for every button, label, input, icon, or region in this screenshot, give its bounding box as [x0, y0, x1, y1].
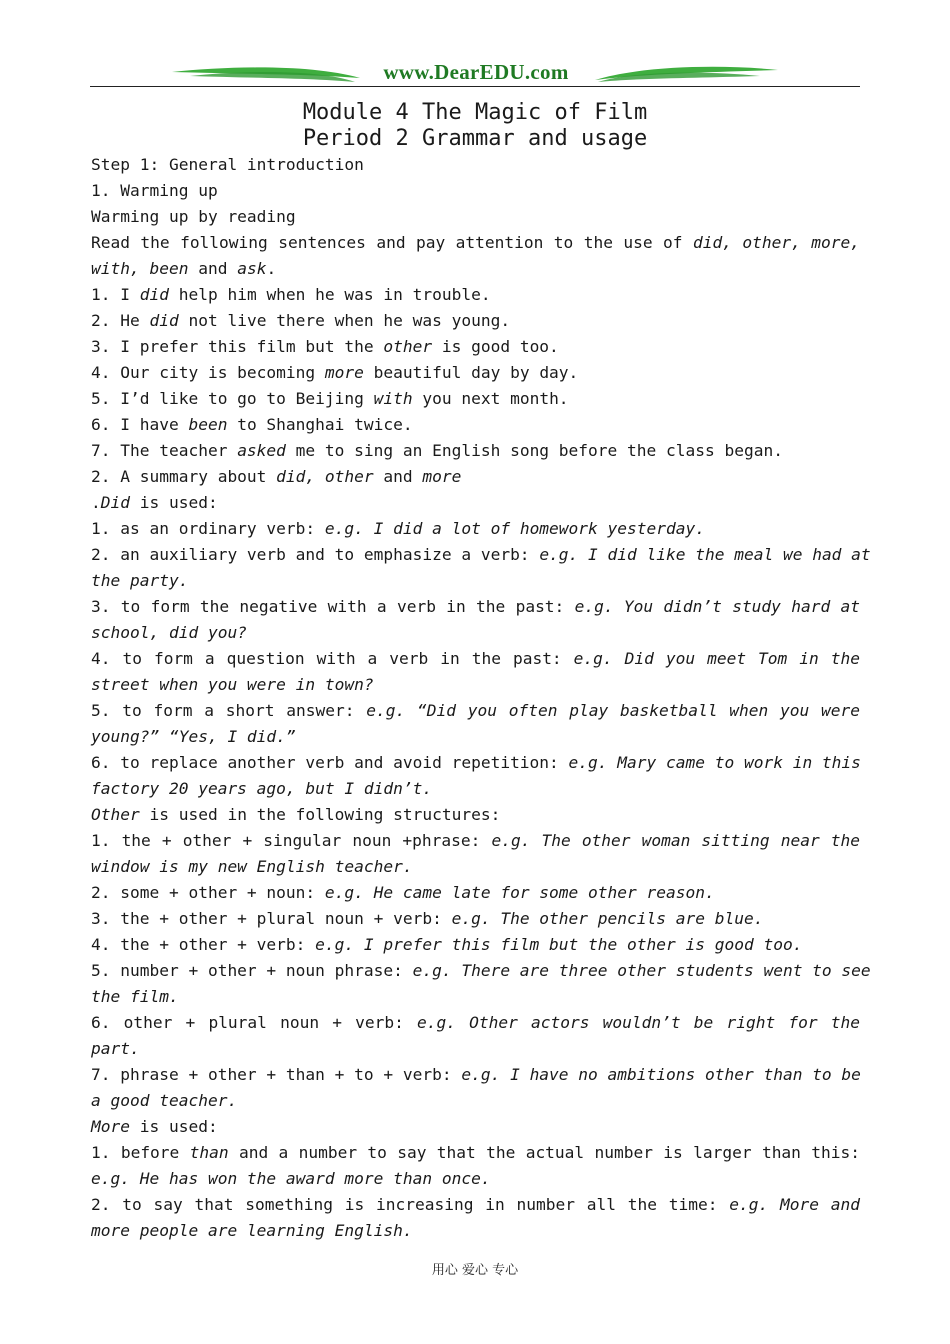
example-sentence: 2. He did not live there when he was young.	[91, 311, 511, 330]
usage-item-cont: part.	[91, 1039, 140, 1058]
usage-item-cont: the party.	[91, 571, 189, 590]
site-logo-text: www.DearEDU.com	[383, 60, 569, 84]
usage-item: 5. number + other + noun phrase: e.g. There are three other students went to see	[91, 961, 871, 980]
usage-item-cont: factory 20 years ago, but I didn’t.	[91, 779, 433, 798]
instruction-line: with, been and ask.	[91, 259, 277, 278]
usage-item: 2. some + other + noun: e.g. He came late for some other reason.	[91, 883, 715, 902]
section-subheading: Warming up by reading	[91, 207, 296, 226]
example-sentence: 7. The teacher asked me to sing an English song before the class began.	[91, 441, 783, 460]
usage-item: 7. phrase + other + than + to + verb: e.g. I have no ambitions other than to be	[91, 1065, 861, 1084]
usage-item: 3. to form the negative with a verb in the past: e.g. You didn’t study hard at	[91, 597, 860, 616]
example-sentence: 5. I’d like to go to Beijing with you next month.	[91, 389, 569, 408]
usage-item-cont: street when you were in town?	[91, 675, 374, 694]
usage-item-cont: e.g. He has won the award more than once.	[91, 1169, 491, 1188]
usage-item-cont: more people are learning English.	[91, 1221, 413, 1240]
example-sentence: 1. I did help him when he was in trouble.	[91, 285, 491, 304]
usage-heading-did: .Did is used:	[91, 493, 218, 512]
usage-heading-more: More is used:	[91, 1117, 218, 1136]
usage-item-cont: window is my new English teacher.	[91, 857, 413, 876]
document-title: Module 4 The Magic of Film	[302, 100, 648, 125]
usage-item: 1. before than and a number to say that the actual number is larger than this:	[91, 1143, 860, 1162]
usage-item: 6. to replace another verb and avoid repetition: e.g. Mary came to work in this	[91, 753, 861, 772]
usage-item: 5. to form a short answer: e.g. “Did you often play basketball when you were	[91, 701, 860, 720]
usage-item-cont: the film.	[91, 987, 179, 1006]
section-heading: 2. A summary about did, other and more	[91, 467, 462, 486]
example-sentence: 6. I have been to Shanghai twice.	[91, 415, 413, 434]
usage-item: 2. an auxiliary verb and to emphasize a verb: e.g. I did like the meal we had at	[91, 545, 871, 564]
usage-item: 1. the + other + singular noun +phrase: e.g. The other woman sitting near the	[91, 831, 861, 850]
usage-item-cont: a good teacher.	[91, 1091, 238, 1110]
step-heading: Step 1: General introduction	[91, 155, 364, 174]
example-sentence: 3. I prefer this film but the other is good too.	[91, 337, 559, 356]
usage-item-cont: young?” “Yes, I did.”	[91, 727, 296, 746]
header-divider	[90, 86, 860, 87]
usage-item: 4. to form a question with a verb in the past: e.g. Did you meet Tom in the	[91, 649, 860, 668]
usage-item-cont: school, did you?	[91, 623, 247, 642]
usage-item: 2. to say that something is increasing in number all the time: e.g. More and	[91, 1195, 860, 1214]
section-heading: 1. Warming up	[91, 181, 218, 200]
example-sentence: 4. Our city is becoming more beautiful day by day.	[91, 363, 579, 382]
usage-heading-other: Other is used in the following structures:	[91, 805, 501, 824]
document-subtitle: Period 2 Grammar and usage	[302, 126, 648, 151]
usage-item: 1. as an ordinary verb: e.g. I did a lot of homework yesterday.	[91, 519, 705, 538]
page-footer: 用心 爱心 专心	[431, 1263, 519, 1278]
usage-item: 4. the + other + verb: e.g. I prefer this film but the other is good too.	[91, 935, 803, 954]
document-body	[91, 152, 871, 1244]
usage-item: 6. other + plural noun + verb: e.g. Other actors wouldn’t be right for the	[91, 1013, 860, 1032]
usage-item: 3. the + other + plural noun + verb: e.g. The other pencils are blue.	[91, 909, 764, 928]
instruction-line: Read the following sentences and pay attention to the use of did, other, more,	[91, 233, 860, 252]
